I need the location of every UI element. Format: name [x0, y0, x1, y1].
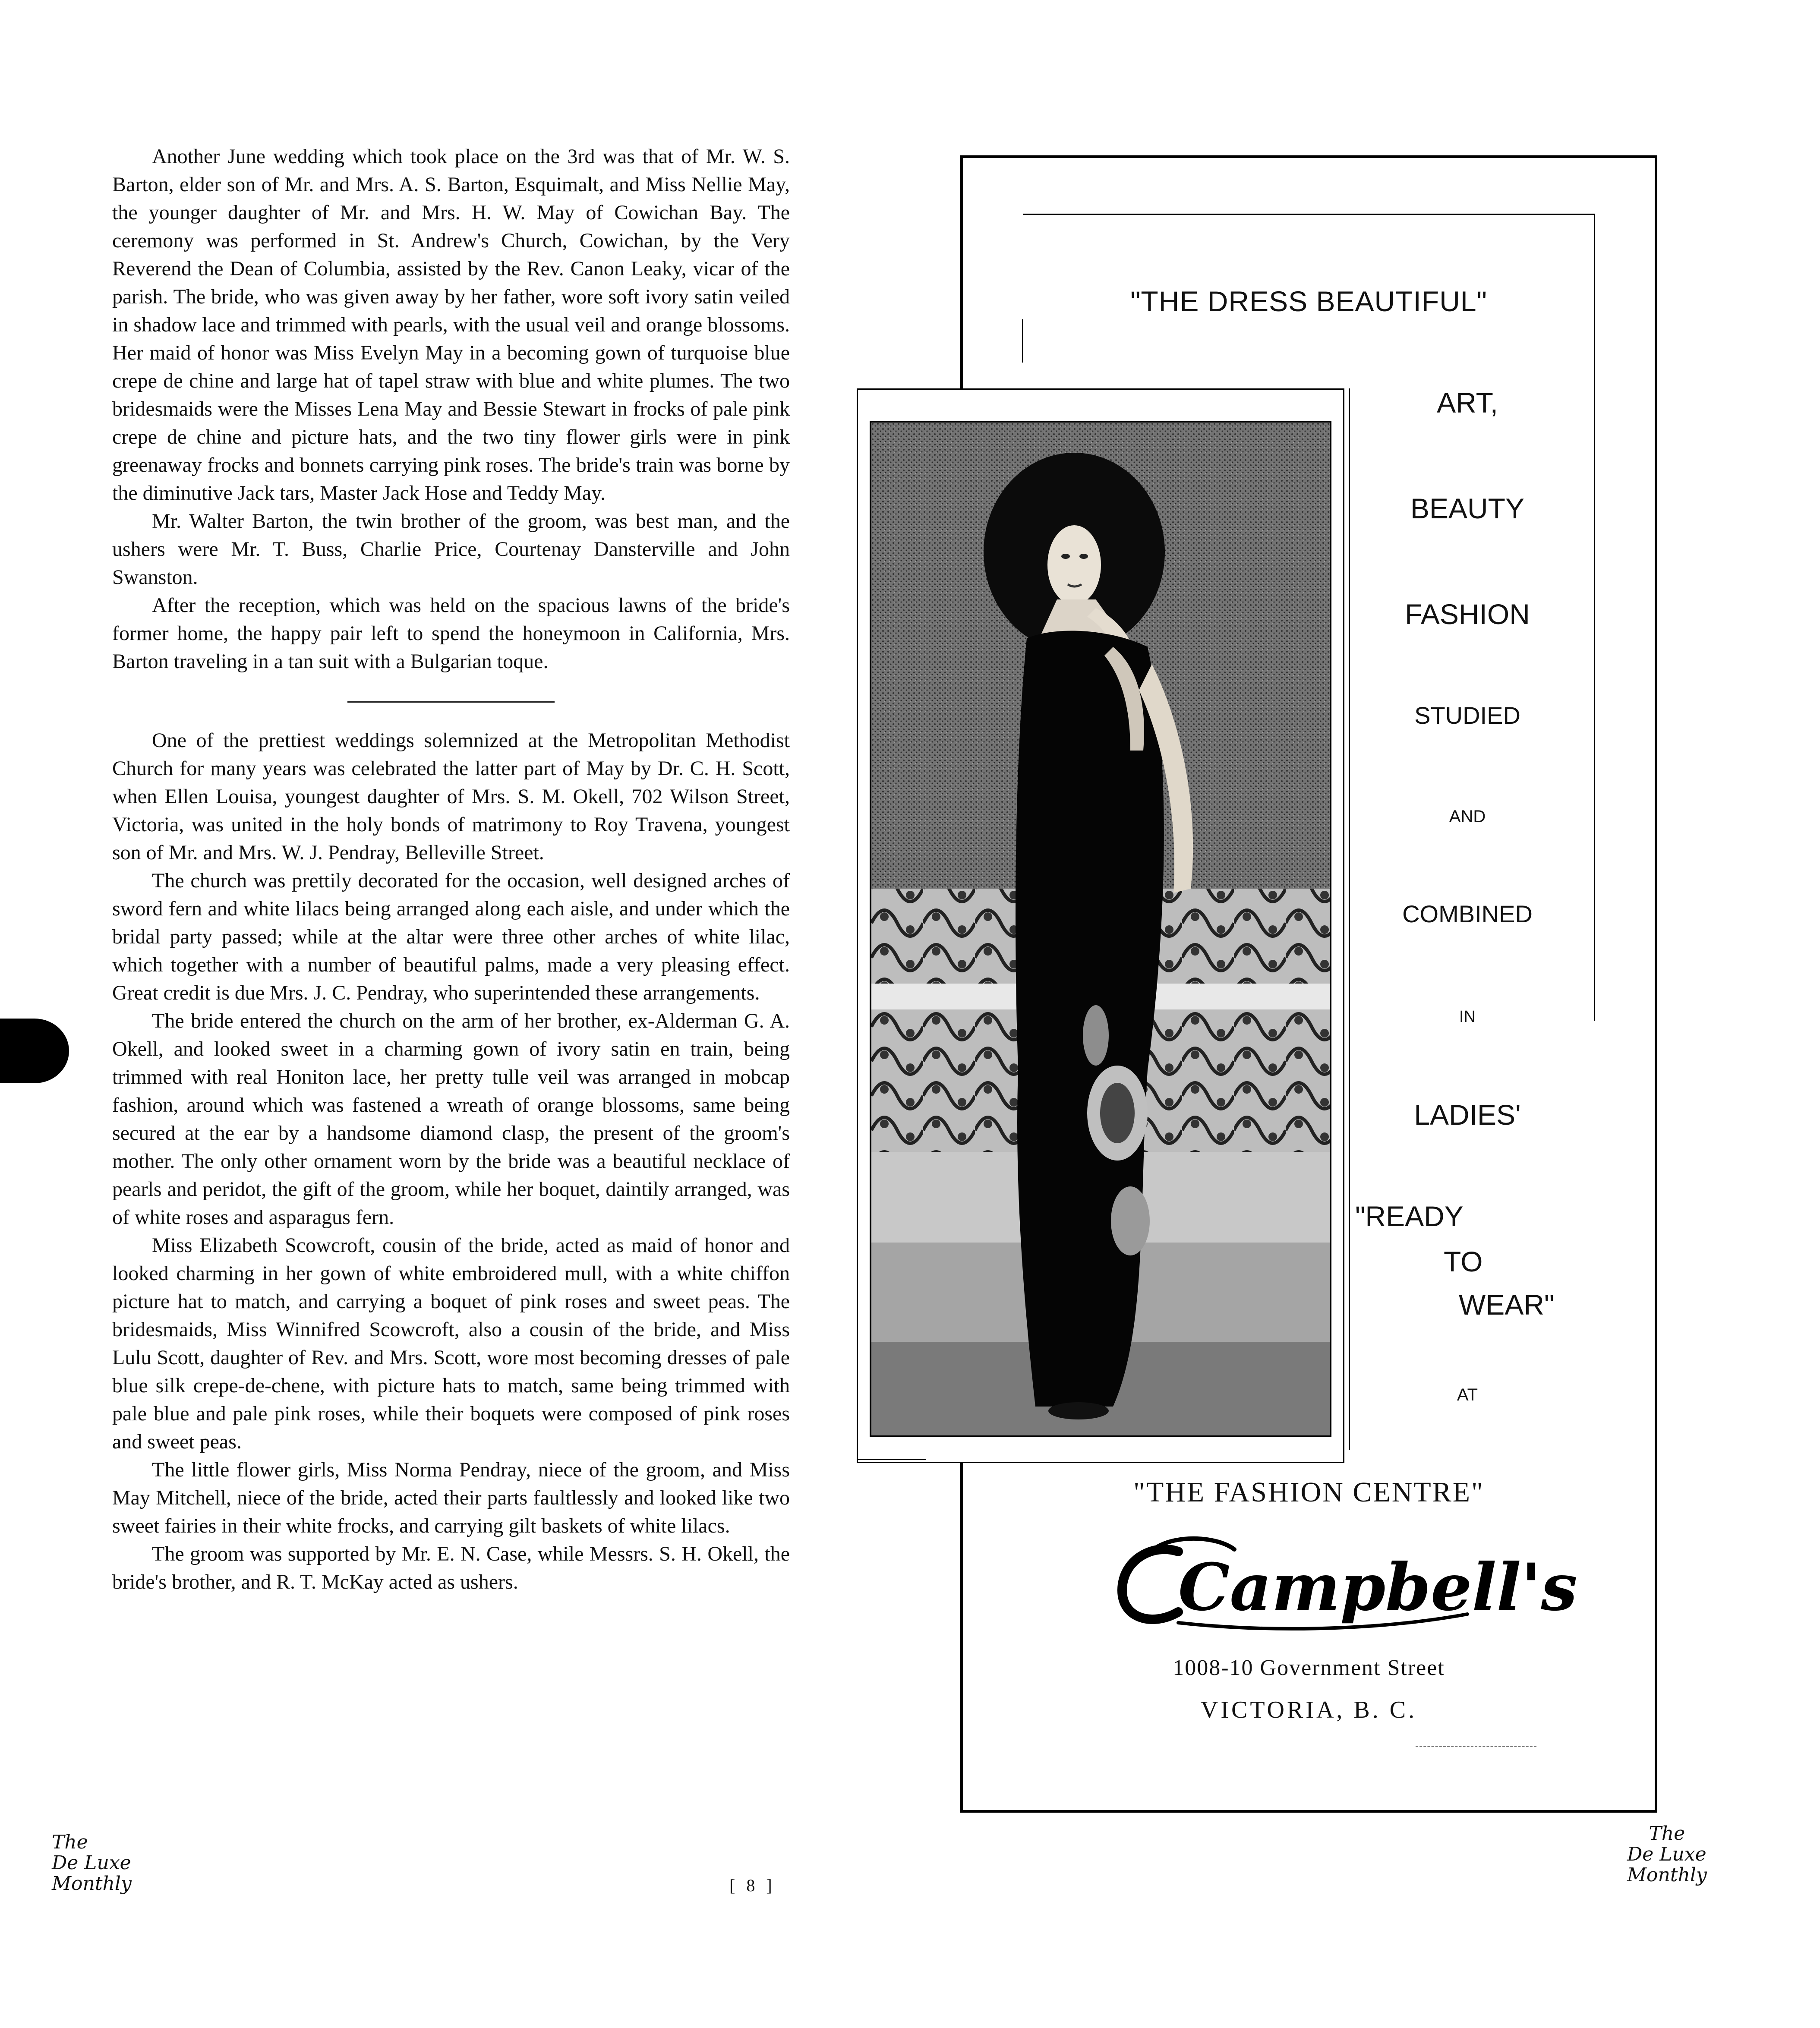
photo-mount-edge	[1349, 388, 1350, 1450]
ad-word-combined: COMBINED	[1402, 900, 1533, 927]
footer-line: Monthly	[52, 1873, 132, 1895]
store-address: 1008-10 Government Street	[1173, 1656, 1445, 1680]
footer-line: The	[1649, 1823, 1685, 1845]
logo-text: Campbell's	[1178, 1549, 1577, 1625]
ad-word-ladies: LADIES'	[1414, 1099, 1521, 1131]
ad-word-fashion: FASHION	[1405, 598, 1530, 630]
ad-word-beauty: BEAUTY	[1410, 492, 1525, 524]
ad-inner-rule	[1022, 319, 1023, 363]
ad-word-wear: WEAR"	[1459, 1289, 1555, 1321]
ad-heading: "THE DRESS BEAUTIFUL"	[1130, 285, 1487, 317]
fashion-photograph	[870, 421, 1331, 1437]
ad-short-rule	[857, 1459, 926, 1460]
article-column	[112, 142, 790, 1596]
footer-masthead-right	[1627, 1823, 1707, 1886]
page-number: [ 8 ]	[729, 1876, 776, 1895]
ad-word-ready: "READY	[1355, 1200, 1464, 1232]
footer-line: De Luxe	[1627, 1843, 1706, 1865]
article-paragraph: After the reception, which was held on the spacious lawns of the bride's former home, the happy pair left to spend the honeymoon in California, Mrs. Barton traveling in a tan suit with a Bulgarian toque.	[112, 594, 790, 673]
store-name: "THE FASHION CENTRE"	[1133, 1476, 1484, 1508]
article-paragraph: Miss Elizabeth Scowcroft, cousin of the bride, acted as maid of honor and looked charming in her gown of white embroidered mull, with a white chiffon picture hat to match, and carrying a boquet of pink roses and sweet peas. The bridesmaids, Miss Winnifred Scowcroft, also a cousin of the bride, and Miss Lulu Scott, daughter of Rev. and Mrs. Scott, wore most becoming dresses of pale blue silk crepe-de-chene, with picture hats to match, same being trimmed with pale blue and pale pink roses, while their boquets were composed of pink roses and sweet peas.	[112, 1234, 790, 1453]
article-paragraph: One of the prettiest weddings solemnized at the Metropolitan Methodist Church for many years was celebrated the latter part of May by Dr. C. H. Scott, when Ellen Louisa, youngest daughter of Mrs. S. M. Okell, 702 Wilson Street, Victoria, was united in the holy bonds of matrimony to Roy Travena, youngest son of Mr. and Mrs. W. J. Pendray, Belleville Street.	[112, 729, 790, 864]
ad-inner-rule	[1594, 214, 1595, 1021]
section-divider	[347, 701, 555, 703]
article-paragraph: The church was prettily decorated for the occasion, well designed arches of sword fern and white lilacs being arranged along each aisle, and under which the bridal party passed; while at the altar were three other arches of white lilac, which together with a number of beautiful palms, made a very pleasing effect. Great credit is due Mrs. J. C. Pendray, who superintended these arrangements.	[112, 869, 790, 1004]
footer-line: Monthly	[1627, 1864, 1707, 1886]
ad-word-at: AT	[1457, 1385, 1478, 1404]
woman-in-gown-image	[871, 423, 1330, 1435]
article-paragraph: Another June wedding which took place on the 3rd was that of Mr. W. S. Barton, elder son of Mr. and Mrs. A. S. Barton, Esquimalt, and Miss Nellie May, the younger daughter of Mr. and Mrs. H. W. May of Cowichan Bay. The ceremony was performed in St. Andrew's Church, Cowichan, by the Very Reverend the Dean of Columbia, assisted by the Rev. Canon Leaky, vicar of the parish. The bride, who was given away by her father, wore soft ivory satin veiled in shadow lace and trimmed with pearls, with the usual veil and orange blossoms. Her maid of honor was Miss Evelyn May in a becoming gown of turquoise blue crepe de chine and large hat of tapel straw with blue and white plumes. The two bridesmaids were the Misses Lena May and Bessie Stewart in frocks of pale pink crepe de chine and picture hats, and the two tiny flower girls were in pink greenaway frocks and bonnets carrying pink roses. The bride's train was borne by the diminutive Jack tars, Master Jack Hose and Teddy May.	[112, 145, 790, 505]
ad-dotted-rule	[1416, 1746, 1536, 1747]
store-city: VICTORIA, B. C.	[1200, 1697, 1417, 1723]
article-paragraph: The bride entered the church on the arm of her brother, ex-Alderman G. A. Okell, and looked sweet in a charming gown of ivory satin en train, being trimmed with real Honiton lace, her pretty tulle veil was arranged in mobcap fashion, around which was fastened a wreath of orange blossoms, same being secured at the ear by a handsome diamond clasp, the present of the groom's mother. The only other ornament worn by the bride was a beautiful necklace of pearls and peridot, the gift of the groom, while her boquet, daintily arranged, was of white roses and asparagus fern.	[112, 1009, 790, 1229]
ad-word-and: AND	[1449, 807, 1486, 826]
ad-word-art: ART,	[1437, 387, 1498, 419]
ad-inner-rule	[1023, 214, 1595, 215]
ad-word-to: TO	[1444, 1246, 1483, 1277]
ad-word-in: IN	[1459, 1008, 1476, 1026]
footer-line: The	[52, 1831, 88, 1853]
article-paragraph: The groom was supported by Mr. E. N. Case, while Messrs. S. H. Okell, the bride's brother, and R. T. McKay acted as ushers.	[112, 1542, 790, 1593]
footer-line: De Luxe	[52, 1852, 131, 1874]
campbells-logo	[1105, 1526, 1577, 1638]
article-paragraph: The little flower girls, Miss Norma Pendray, niece of the groom, and Miss May Mitchell, niece of the bride, acted their parts faultlessly and looked like two sweet fairies in their white frocks, and carrying gilt baskets of white lilacs.	[112, 1458, 790, 1537]
footer-masthead-left	[52, 1832, 132, 1894]
binding-hole-mark	[0, 1019, 69, 1083]
campbells-script-logo	[1105, 1526, 1577, 1638]
ad-word-studied: STUDIED	[1414, 702, 1520, 729]
article-paragraph: Mr. Walter Barton, the twin brother of the groom, was best man, and the ushers were Mr. T. Buss, Charlie Price, Courtenay Dansterville and John Swanston.	[112, 510, 790, 589]
